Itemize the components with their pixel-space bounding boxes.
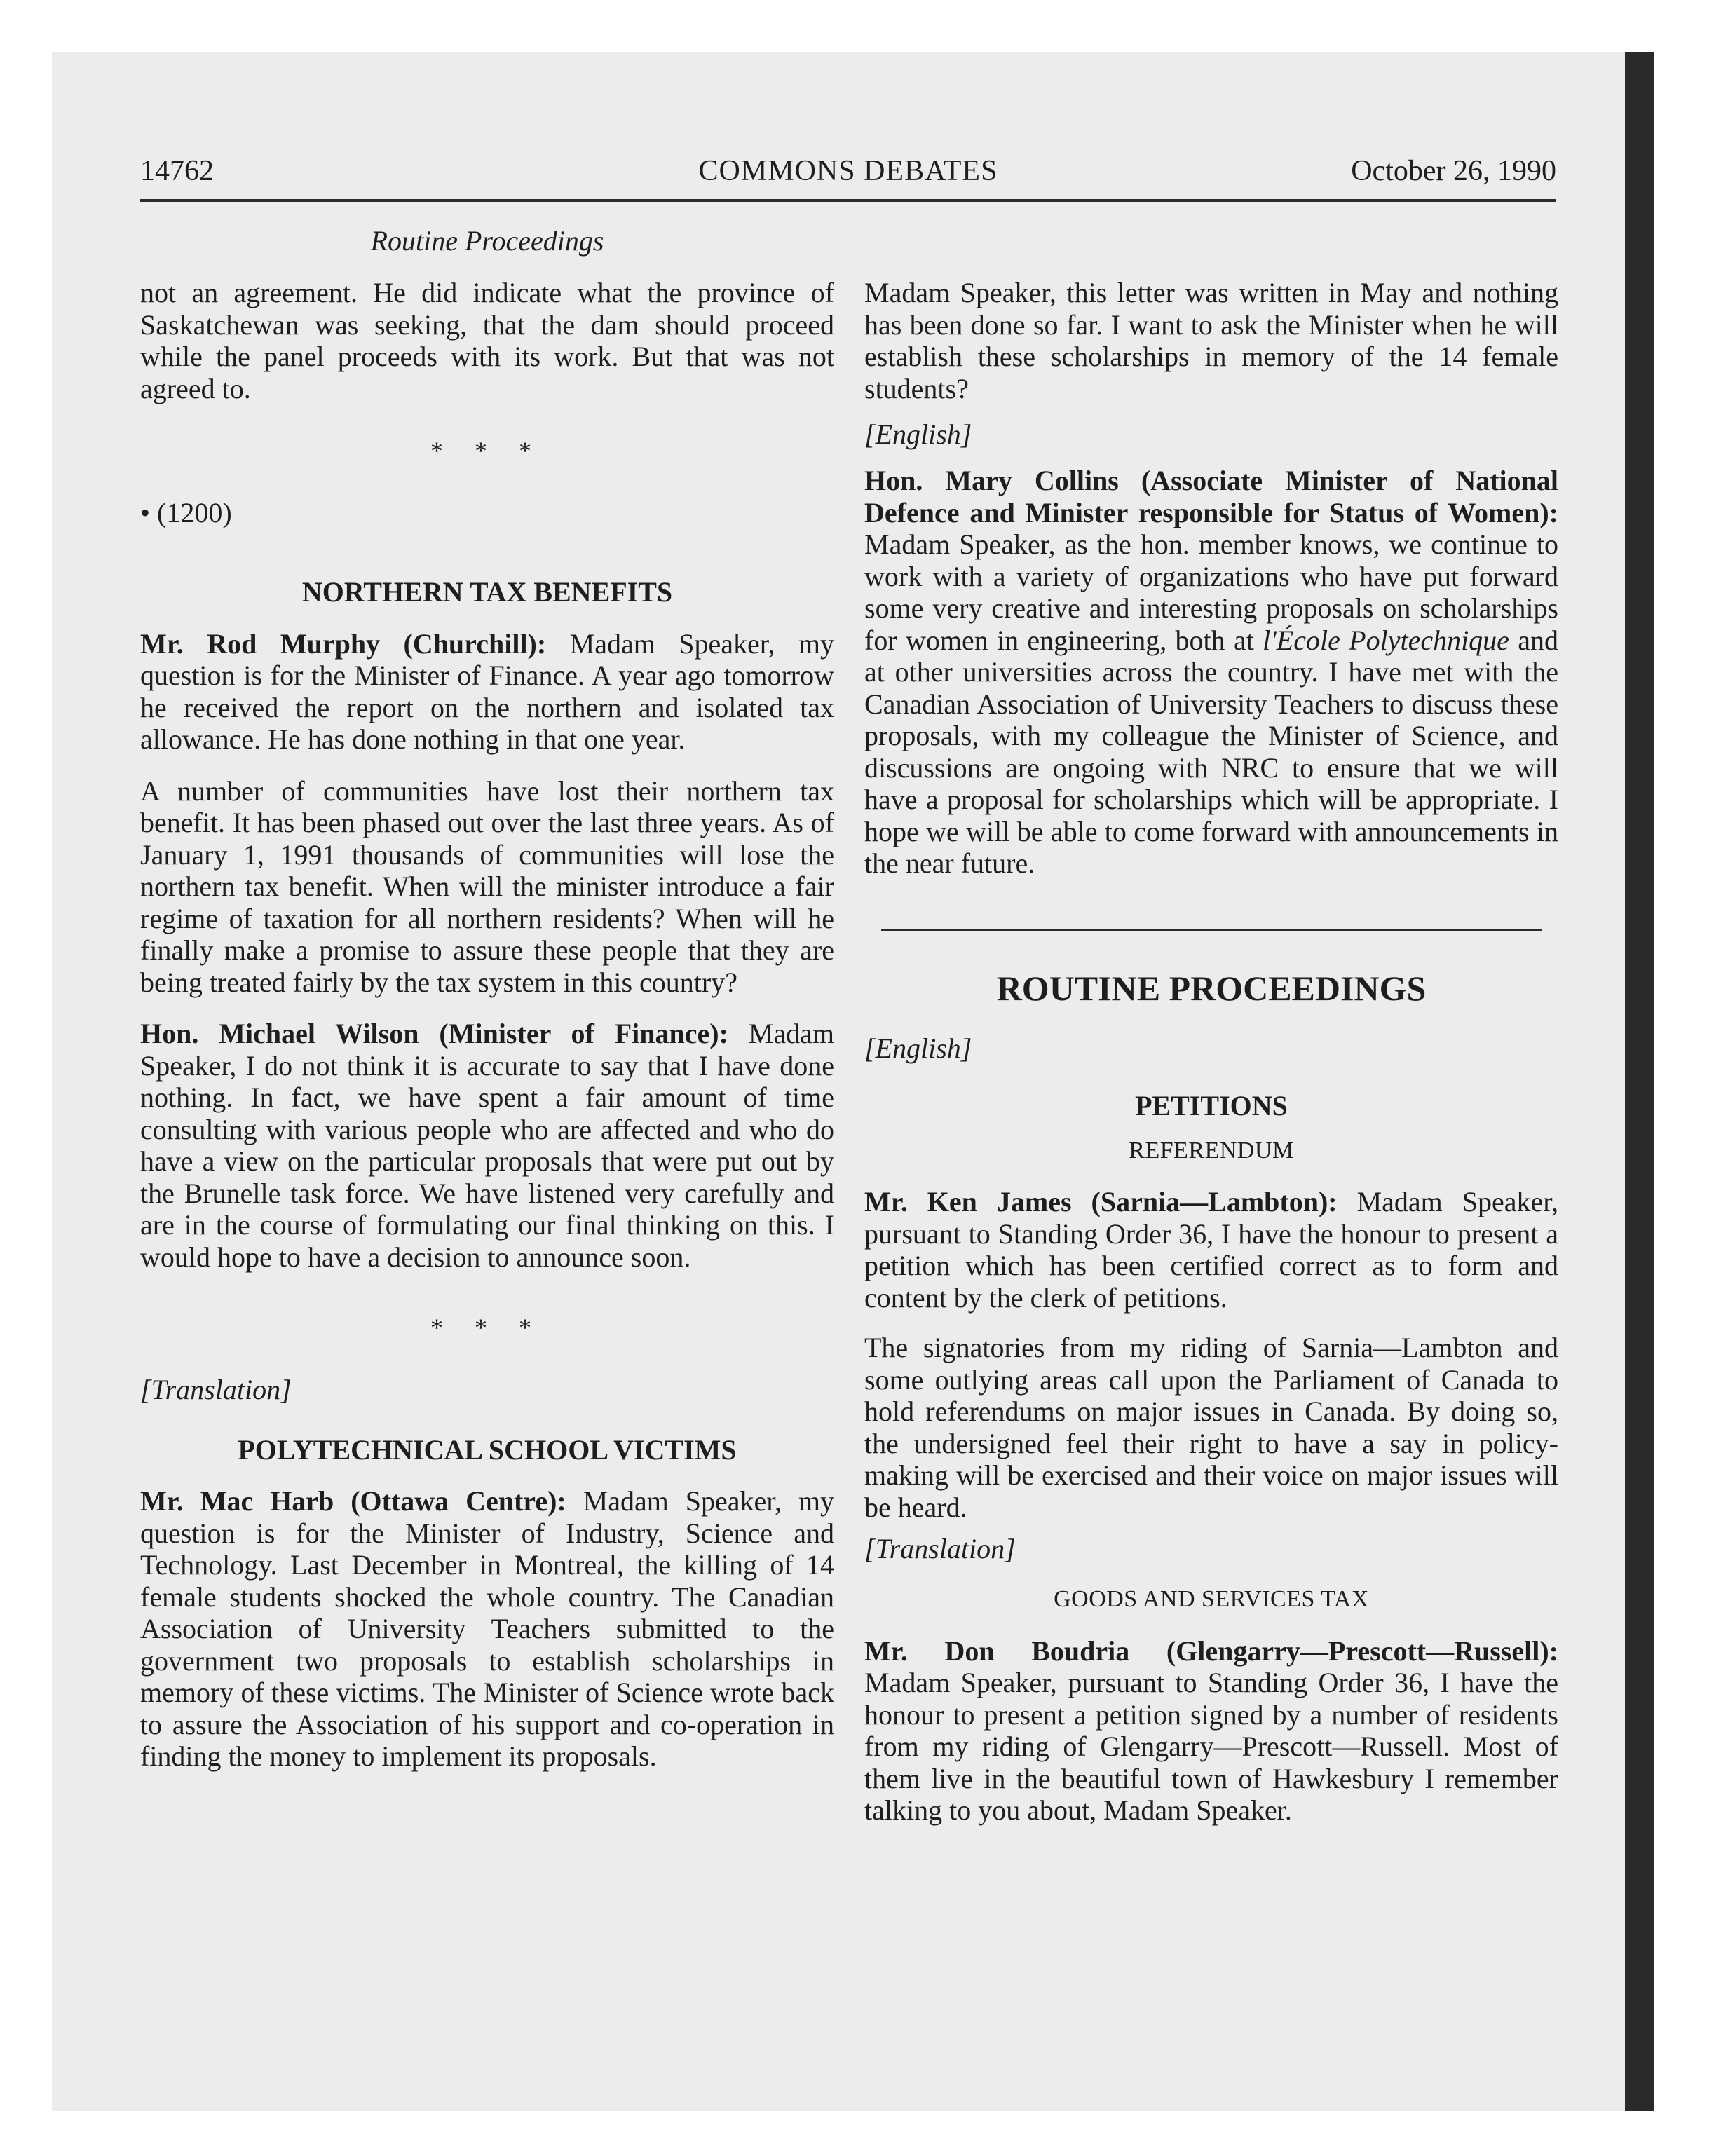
language-marker: [Translation] bbox=[864, 1533, 1016, 1564]
section-separator: * * * bbox=[430, 437, 544, 465]
italic-institution: l'École Polytechnique bbox=[1263, 624, 1509, 656]
binding-edge bbox=[1625, 52, 1654, 2111]
speaker-name: Mr. Don Boudria (Glengarry—Prescott—Russell): bbox=[864, 1635, 1558, 1667]
left-column bbox=[140, 277, 834, 1773]
section-subheader: Routine Proceedings bbox=[370, 225, 604, 257]
speaker-name: Mr. Ken James (Sarnia—Lambton): bbox=[864, 1186, 1338, 1217]
section-heading: PETITIONS bbox=[1135, 1090, 1288, 1121]
speech-text: Madam Speaker, my question is for the Minister of Industry, Science and Technology. Last December in Montreal, the killing of 14 female students shocked the whole country. The Canadian Association of University Teachers submitted to the government two proposals to establish scholarships in memory of these victims. The Minister of Science wrote back to assure the Association of his support and co-operation in finding the money to implement its proposals. bbox=[140, 1485, 834, 1772]
speech-text: and at other universities across the country. I have met with the Canadian Association of University Teachers to discuss these proposals, with my colleague the Minister of Science, and discussions are ongoing with NRC to ensure that we will have a proposal for scholarships which will be appropriate. I hope we will be able to come forward with announcements in the near future. bbox=[864, 624, 1559, 879]
speech-collins bbox=[864, 465, 1558, 880]
paragraph: The signatories from my riding of Sarnia—Lambton and some outlying areas call upon the Parliament of Canada to hold referendums on major issues in Canada. By doing so, the undersigned feel their right to have a say in policy-making will be exercised and their voice on major issues will be heard. bbox=[864, 1332, 1558, 1523]
speech-text: Madam Speaker, as the hon. member knows, we continue to work with a variety of organizations who have put forward some very creative and interesting proposals on scholarships for women in engineering, both at bbox=[864, 528, 1558, 656]
language-marker: [English] bbox=[864, 418, 972, 450]
publication-date: October 26, 1990 bbox=[1351, 155, 1556, 187]
speech-text: Madam Speaker, my question is for the Minister of Finance. A year ago tomorrow he received the report on the northern and isolated tax allowance. He has done nothing in that one year. bbox=[140, 627, 834, 755]
speech-text: Madam Speaker, I do not think it is accurate to say that I have done nothing. In fact, we have spent a fair amount of time consulting with various people who are affected and who do have a view on the particular proposals that were put out by the Brunelle task force. We have listened very carefully and are in the course of formulating our final thinking on this. I would hope to have a decision to announce soon. bbox=[140, 1018, 834, 1273]
publication-title: COMMONS DEBATES bbox=[698, 155, 998, 187]
speech-james bbox=[864, 1186, 1558, 1314]
major-heading: ROUTINE PROCEEDINGS bbox=[996, 968, 1427, 1008]
speaker-name: Hon. Mary Collins (Associate Minister of National Defence and Minister responsible for Status of Women): bbox=[864, 465, 1558, 528]
right-column bbox=[864, 277, 1558, 1827]
speech-murphy bbox=[140, 628, 834, 756]
paragraph: not an agreement. He did indicate what the province of Saskatchewan was seeking, that the dam should proceed while the panel proceeds with its work. But that was not agreed to. bbox=[140, 277, 834, 404]
section-heading: POLYTECHNICAL SCHOOL VICTIMS bbox=[238, 1433, 737, 1466]
speech-text: Madam Speaker, pursuant to Standing Order 36, I have the honour to present a petition which has been certified correct as to form and content by the clerk of petitions. bbox=[864, 1186, 1558, 1314]
speech-wilson bbox=[140, 1018, 834, 1273]
page-number: 14762 bbox=[140, 155, 214, 187]
speaker-name: Mr. Mac Harb (Ottawa Centre): bbox=[140, 1485, 566, 1517]
time-marker: • (1200) bbox=[140, 496, 232, 528]
speaker-name: Mr. Rod Murphy (Churchill): bbox=[140, 627, 547, 660]
language-marker: [Translation] bbox=[140, 1373, 292, 1405]
subsection-heading: REFERENDUM bbox=[1129, 1137, 1294, 1164]
speech-harb bbox=[140, 1485, 834, 1773]
language-marker: [English] bbox=[864, 1032, 972, 1064]
speech-boudria bbox=[864, 1635, 1558, 1827]
speaker-name: Hon. Michael Wilson (Minister of Finance): bbox=[140, 1018, 728, 1049]
paragraph: A number of communities have lost their northern tax benefit. It has been phased out over the last three years. As of January 1, 1991 thousands of communities will lose the northern tax benefit. When will the minister introduce a fair regime of taxation for all northern residents? When will he finally make a promise to assure these people that they are being treated fairly by the tax system in this country? bbox=[140, 775, 834, 998]
page-header bbox=[140, 150, 1556, 202]
subsection-heading: GOODS AND SERVICES TAX bbox=[1054, 1586, 1369, 1612]
section-heading: NORTHERN TAX BENEFITS bbox=[301, 576, 673, 608]
paragraph: Madam Speaker, this letter was written in May and nothing has been done so far. I want to ask the Minister when he will establish these scholarships in memory of the 14 female students? bbox=[864, 277, 1558, 404]
speech-text: Madam Speaker, pursuant to Standing Order 36, I have the honour to present a petition signed by a number of residents from my riding of Glengarry—Prescott—Russell. Most of them live in the beautiful town of Hawkesbury I remember talking to you about, Madam Speaker. bbox=[864, 1667, 1558, 1826]
section-separator: * * * bbox=[430, 1314, 544, 1342]
